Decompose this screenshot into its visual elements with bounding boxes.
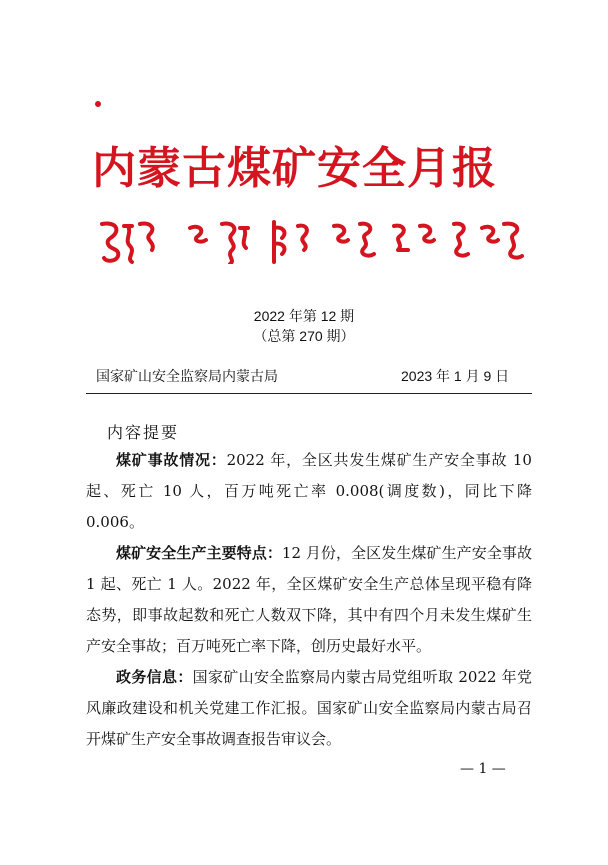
page-number: — 1 — — [460, 761, 506, 777]
paragraph-text: 2022 年，全区共发生煤矿生产安全事故 10 起、死亡 10 人，百万吨死亡率 0.008(调度数)，同比下降 0.006。 — [86, 451, 532, 531]
summary-title: 内容提要 — [107, 423, 180, 442]
summary-paragraph-government-info — [86, 662, 532, 755]
issue-number: 2022 年第 12 期 — [253, 308, 355, 324]
paragraph-lead: 煤矿安全生产主要特点： — [116, 544, 282, 562]
paragraph-text: 12 月份，全区发生煤矿生产安全事故 1 起、死亡 1 人。2022 年，全区煤矿安全生产总体呈现平稳有降态势，即事故起数和死亡人数双下降，其中有四个月未发生煤矿生产安全事故；百万吨死亡率下降，创历史最好水平。 — [86, 544, 532, 655]
paragraph-text: 国家矿山安全监察局内蒙古局党组听取 2022 年党风廉政建设和机关党建工作汇报。国家矿山安全监察局内蒙古局召开煤矿生产安全事故调查报告审议会。 — [86, 668, 532, 748]
publisher-org: 国家矿山安全监察局内蒙古局 — [96, 369, 278, 385]
header-divider — [86, 393, 532, 394]
masthead-title: 内蒙古煤矿安全月报 — [92, 143, 497, 194]
mongolian-script-title — [98, 218, 528, 264]
paragraph-lead: 政务信息： — [116, 668, 193, 686]
summary-paragraph-accidents — [86, 445, 532, 538]
paragraph-lead: 煤矿事故情况： — [116, 451, 227, 469]
summary-paragraph-characteristics — [86, 538, 532, 662]
summary-body — [86, 445, 532, 755]
total-issue-number: （总第 270 期） — [253, 328, 355, 344]
publish-date: 2023 年 1 月 9 日 — [401, 368, 510, 384]
red-dot-mark — [95, 101, 101, 107]
